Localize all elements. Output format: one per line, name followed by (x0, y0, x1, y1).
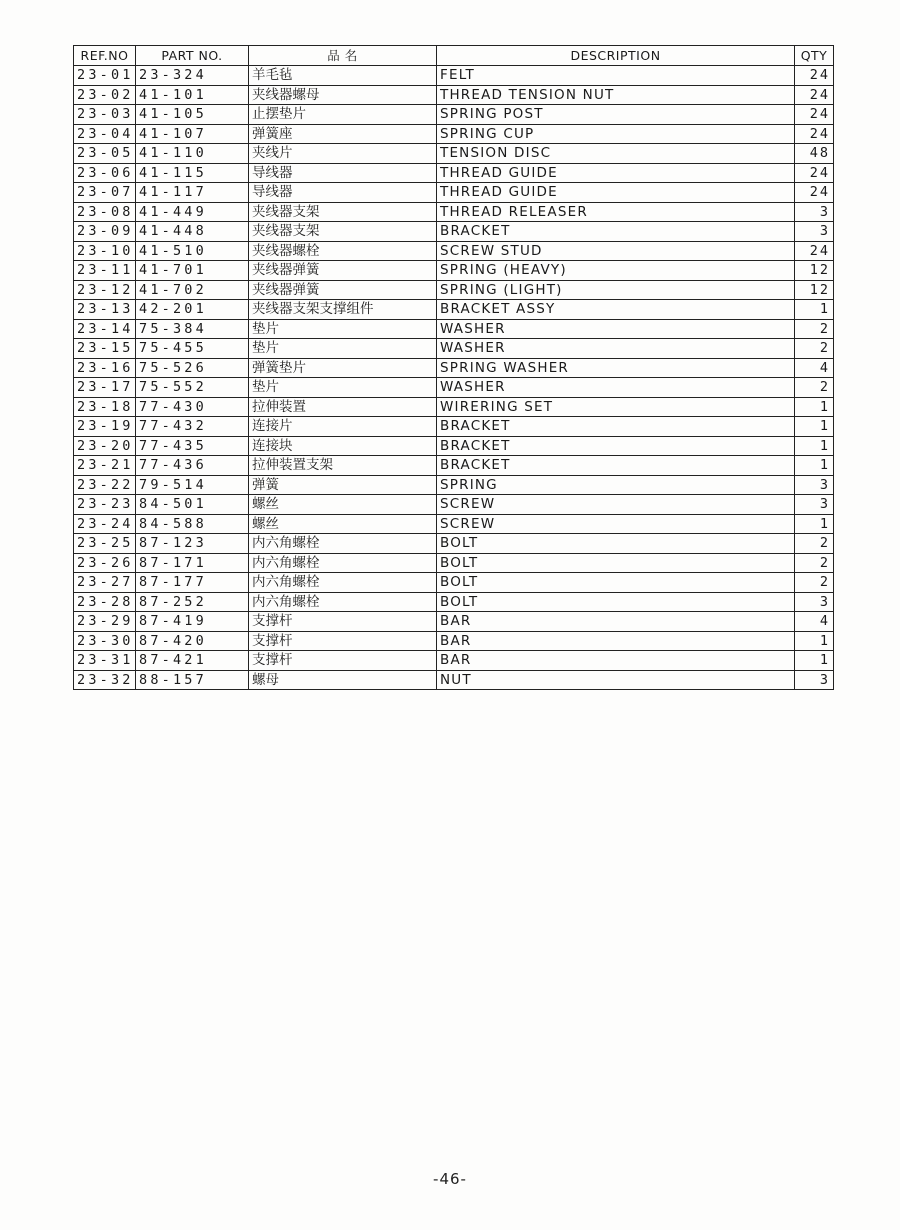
cell-ref-no: 23-30 (74, 631, 136, 651)
table-row (74, 631, 834, 651)
cell-chinese-name: 垫片 (249, 378, 437, 398)
parts-table-body (74, 66, 834, 690)
table-row (74, 456, 834, 476)
cell-ref-no: 23-22 (74, 475, 136, 495)
cell-part-no: 41-110 (136, 144, 249, 164)
cell-ref-no: 23-15 (74, 339, 136, 359)
cell-description: BAR (437, 612, 795, 632)
cell-ref-no: 23-11 (74, 261, 136, 281)
table-row (74, 144, 834, 164)
cell-description: THREAD GUIDE (437, 183, 795, 203)
cell-chinese-name: 内六角螺栓 (249, 534, 437, 554)
cell-part-no: 75-526 (136, 358, 249, 378)
cell-description: SPRING WASHER (437, 358, 795, 378)
cell-qty: 12 (795, 280, 834, 300)
cell-ref-no: 23-14 (74, 319, 136, 339)
cell-chinese-name: 弹簧 (249, 475, 437, 495)
cell-qty: 3 (795, 592, 834, 612)
cell-ref-no: 23-09 (74, 222, 136, 242)
cell-description: WIRERING SET (437, 397, 795, 417)
cell-description: BOLT (437, 573, 795, 593)
table-row (74, 475, 834, 495)
cell-part-no: 84-501 (136, 495, 249, 515)
cell-chinese-name: 夹线器螺栓 (249, 241, 437, 261)
cell-qty: 24 (795, 124, 834, 144)
header-qty: QTY (795, 46, 834, 66)
table-row (74, 397, 834, 417)
cell-ref-no: 23-31 (74, 651, 136, 671)
table-row (74, 592, 834, 612)
cell-description: SPRING CUP (437, 124, 795, 144)
cell-part-no: 77-430 (136, 397, 249, 417)
cell-description: NUT (437, 670, 795, 690)
cell-qty: 12 (795, 261, 834, 281)
cell-description: BOLT (437, 592, 795, 612)
cell-ref-no: 23-02 (74, 85, 136, 105)
cell-ref-no: 23-03 (74, 105, 136, 125)
cell-part-no: 75-552 (136, 378, 249, 398)
cell-ref-no: 23-13 (74, 300, 136, 320)
cell-ref-no: 23-18 (74, 397, 136, 417)
cell-qty: 2 (795, 339, 834, 359)
cell-description: THREAD GUIDE (437, 163, 795, 183)
cell-part-no: 75-455 (136, 339, 249, 359)
table-row (74, 66, 834, 86)
cell-qty: 2 (795, 378, 834, 398)
cell-part-no: 41-107 (136, 124, 249, 144)
cell-ref-no: 23-29 (74, 612, 136, 632)
header-chinese-name: 品 名 (249, 46, 437, 66)
table-row (74, 417, 834, 437)
cell-chinese-name: 导线器 (249, 183, 437, 203)
table-row (74, 534, 834, 554)
table-row (74, 163, 834, 183)
cell-part-no: 87-171 (136, 553, 249, 573)
cell-ref-no: 23-16 (74, 358, 136, 378)
table-row (74, 651, 834, 671)
cell-part-no: 87-420 (136, 631, 249, 651)
cell-chinese-name: 夹线器支架 (249, 202, 437, 222)
cell-part-no: 87-421 (136, 651, 249, 671)
cell-qty: 1 (795, 417, 834, 437)
cell-ref-no: 23-01 (74, 66, 136, 86)
table-row (74, 495, 834, 515)
table-row (74, 612, 834, 632)
cell-chinese-name: 连接块 (249, 436, 437, 456)
cell-part-no: 23-324 (136, 66, 249, 86)
cell-ref-no: 23-05 (74, 144, 136, 164)
table-row (74, 105, 834, 125)
cell-description: BRACKET (437, 417, 795, 437)
cell-qty: 24 (795, 163, 834, 183)
header-ref-no: REF.NO (74, 46, 136, 66)
cell-part-no: 41-448 (136, 222, 249, 242)
cell-qty: 2 (795, 553, 834, 573)
cell-description: TENSION DISC (437, 144, 795, 164)
cell-description: FELT (437, 66, 795, 86)
cell-part-no: 84-588 (136, 514, 249, 534)
table-row (74, 358, 834, 378)
table-row (74, 514, 834, 534)
cell-description: BRACKET (437, 436, 795, 456)
cell-qty: 4 (795, 358, 834, 378)
cell-chinese-name: 夹线器弹簧 (249, 261, 437, 281)
cell-part-no: 41-449 (136, 202, 249, 222)
cell-part-no: 41-701 (136, 261, 249, 281)
cell-qty: 2 (795, 573, 834, 593)
cell-part-no: 41-101 (136, 85, 249, 105)
cell-ref-no: 23-28 (74, 592, 136, 612)
cell-ref-no: 23-07 (74, 183, 136, 203)
cell-qty: 24 (795, 105, 834, 125)
cell-description: SPRING (HEAVY) (437, 261, 795, 281)
table-row (74, 202, 834, 222)
cell-description: BAR (437, 651, 795, 671)
cell-chinese-name: 垫片 (249, 319, 437, 339)
cell-chinese-name: 内六角螺栓 (249, 592, 437, 612)
cell-ref-no: 23-24 (74, 514, 136, 534)
cell-chinese-name: 拉伸装置支架 (249, 456, 437, 476)
cell-chinese-name: 内六角螺栓 (249, 553, 437, 573)
table-row (74, 261, 834, 281)
cell-chinese-name: 夹线器支架支撑组件 (249, 300, 437, 320)
cell-qty: 1 (795, 651, 834, 671)
cell-part-no: 42-201 (136, 300, 249, 320)
cell-qty: 24 (795, 241, 834, 261)
cell-qty: 24 (795, 66, 834, 86)
cell-chinese-name: 螺丝 (249, 514, 437, 534)
table-header-row (74, 46, 834, 66)
cell-chinese-name: 夹线器弹簧 (249, 280, 437, 300)
table-row (74, 300, 834, 320)
table-row (74, 280, 834, 300)
cell-ref-no: 23-25 (74, 534, 136, 554)
cell-description: SCREW (437, 495, 795, 515)
cell-chinese-name: 止摆垫片 (249, 105, 437, 125)
cell-chinese-name: 羊毛毡 (249, 66, 437, 86)
table-row (74, 378, 834, 398)
cell-ref-no: 23-26 (74, 553, 136, 573)
cell-part-no: 77-436 (136, 456, 249, 476)
cell-qty: 3 (795, 202, 834, 222)
table-row (74, 241, 834, 261)
cell-ref-no: 23-04 (74, 124, 136, 144)
cell-description: SCREW (437, 514, 795, 534)
cell-chinese-name: 夹线器螺母 (249, 85, 437, 105)
cell-qty: 3 (795, 222, 834, 242)
cell-ref-no: 23-32 (74, 670, 136, 690)
cell-part-no: 77-435 (136, 436, 249, 456)
cell-part-no: 41-510 (136, 241, 249, 261)
cell-part-no: 75-384 (136, 319, 249, 339)
table-row (74, 670, 834, 690)
cell-part-no: 88-157 (136, 670, 249, 690)
table-row (74, 553, 834, 573)
cell-qty: 1 (795, 300, 834, 320)
header-part-no: PART NO. (136, 46, 249, 66)
cell-chinese-name: 支撑杆 (249, 612, 437, 632)
cell-part-no: 87-123 (136, 534, 249, 554)
cell-chinese-name: 螺丝 (249, 495, 437, 515)
cell-description: THREAD TENSION NUT (437, 85, 795, 105)
cell-part-no: 87-419 (136, 612, 249, 632)
table-row (74, 124, 834, 144)
cell-ref-no: 23-06 (74, 163, 136, 183)
cell-description: SPRING POST (437, 105, 795, 125)
cell-qty: 1 (795, 514, 834, 534)
cell-qty: 2 (795, 534, 834, 554)
cell-description: BRACKET ASSY (437, 300, 795, 320)
cell-chinese-name: 垫片 (249, 339, 437, 359)
cell-chinese-name: 拉伸装置 (249, 397, 437, 417)
cell-description: WASHER (437, 319, 795, 339)
cell-description: WASHER (437, 378, 795, 398)
page-number: -46- (433, 1170, 467, 1188)
cell-ref-no: 23-12 (74, 280, 136, 300)
table-row (74, 85, 834, 105)
table-row (74, 436, 834, 456)
cell-description: SCREW STUD (437, 241, 795, 261)
parts-list-table (73, 45, 834, 690)
cell-chinese-name: 支撑杆 (249, 631, 437, 651)
cell-description: THREAD RELEASER (437, 202, 795, 222)
header-description: DESCRIPTION (437, 46, 795, 66)
cell-part-no: 41-117 (136, 183, 249, 203)
cell-part-no: 77-432 (136, 417, 249, 437)
table-row (74, 573, 834, 593)
cell-chinese-name: 夹线片 (249, 144, 437, 164)
cell-qty: 1 (795, 436, 834, 456)
cell-chinese-name: 螺母 (249, 670, 437, 690)
cell-qty: 3 (795, 475, 834, 495)
cell-ref-no: 23-08 (74, 202, 136, 222)
table-row (74, 339, 834, 359)
cell-description: BAR (437, 631, 795, 651)
cell-part-no: 79-514 (136, 475, 249, 495)
cell-ref-no: 23-17 (74, 378, 136, 398)
cell-description: SPRING (437, 475, 795, 495)
cell-ref-no: 23-10 (74, 241, 136, 261)
cell-chinese-name: 导线器 (249, 163, 437, 183)
cell-description: BOLT (437, 553, 795, 573)
cell-qty: 48 (795, 144, 834, 164)
cell-description: BRACKET (437, 456, 795, 476)
cell-ref-no: 23-27 (74, 573, 136, 593)
cell-qty: 24 (795, 85, 834, 105)
cell-qty: 3 (795, 495, 834, 515)
cell-chinese-name: 弹簧垫片 (249, 358, 437, 378)
cell-qty: 1 (795, 397, 834, 417)
cell-qty: 24 (795, 183, 834, 203)
cell-part-no: 87-252 (136, 592, 249, 612)
cell-description: WASHER (437, 339, 795, 359)
table-row (74, 183, 834, 203)
cell-chinese-name: 弹簧座 (249, 124, 437, 144)
cell-description: BOLT (437, 534, 795, 554)
cell-chinese-name: 连接片 (249, 417, 437, 437)
cell-description: BRACKET (437, 222, 795, 242)
cell-chinese-name: 夹线器支架 (249, 222, 437, 242)
cell-qty: 1 (795, 456, 834, 476)
cell-ref-no: 23-19 (74, 417, 136, 437)
table-row (74, 222, 834, 242)
cell-qty: 1 (795, 631, 834, 651)
cell-chinese-name: 内六角螺栓 (249, 573, 437, 593)
cell-qty: 2 (795, 319, 834, 339)
cell-part-no: 41-115 (136, 163, 249, 183)
cell-ref-no: 23-20 (74, 436, 136, 456)
cell-part-no: 41-702 (136, 280, 249, 300)
cell-qty: 3 (795, 670, 834, 690)
table-row (74, 319, 834, 339)
cell-description: SPRING (LIGHT) (437, 280, 795, 300)
cell-qty: 4 (795, 612, 834, 632)
cell-ref-no: 23-23 (74, 495, 136, 515)
cell-part-no: 41-105 (136, 105, 249, 125)
cell-ref-no: 23-21 (74, 456, 136, 476)
cell-chinese-name: 支撑杆 (249, 651, 437, 671)
cell-part-no: 87-177 (136, 573, 249, 593)
